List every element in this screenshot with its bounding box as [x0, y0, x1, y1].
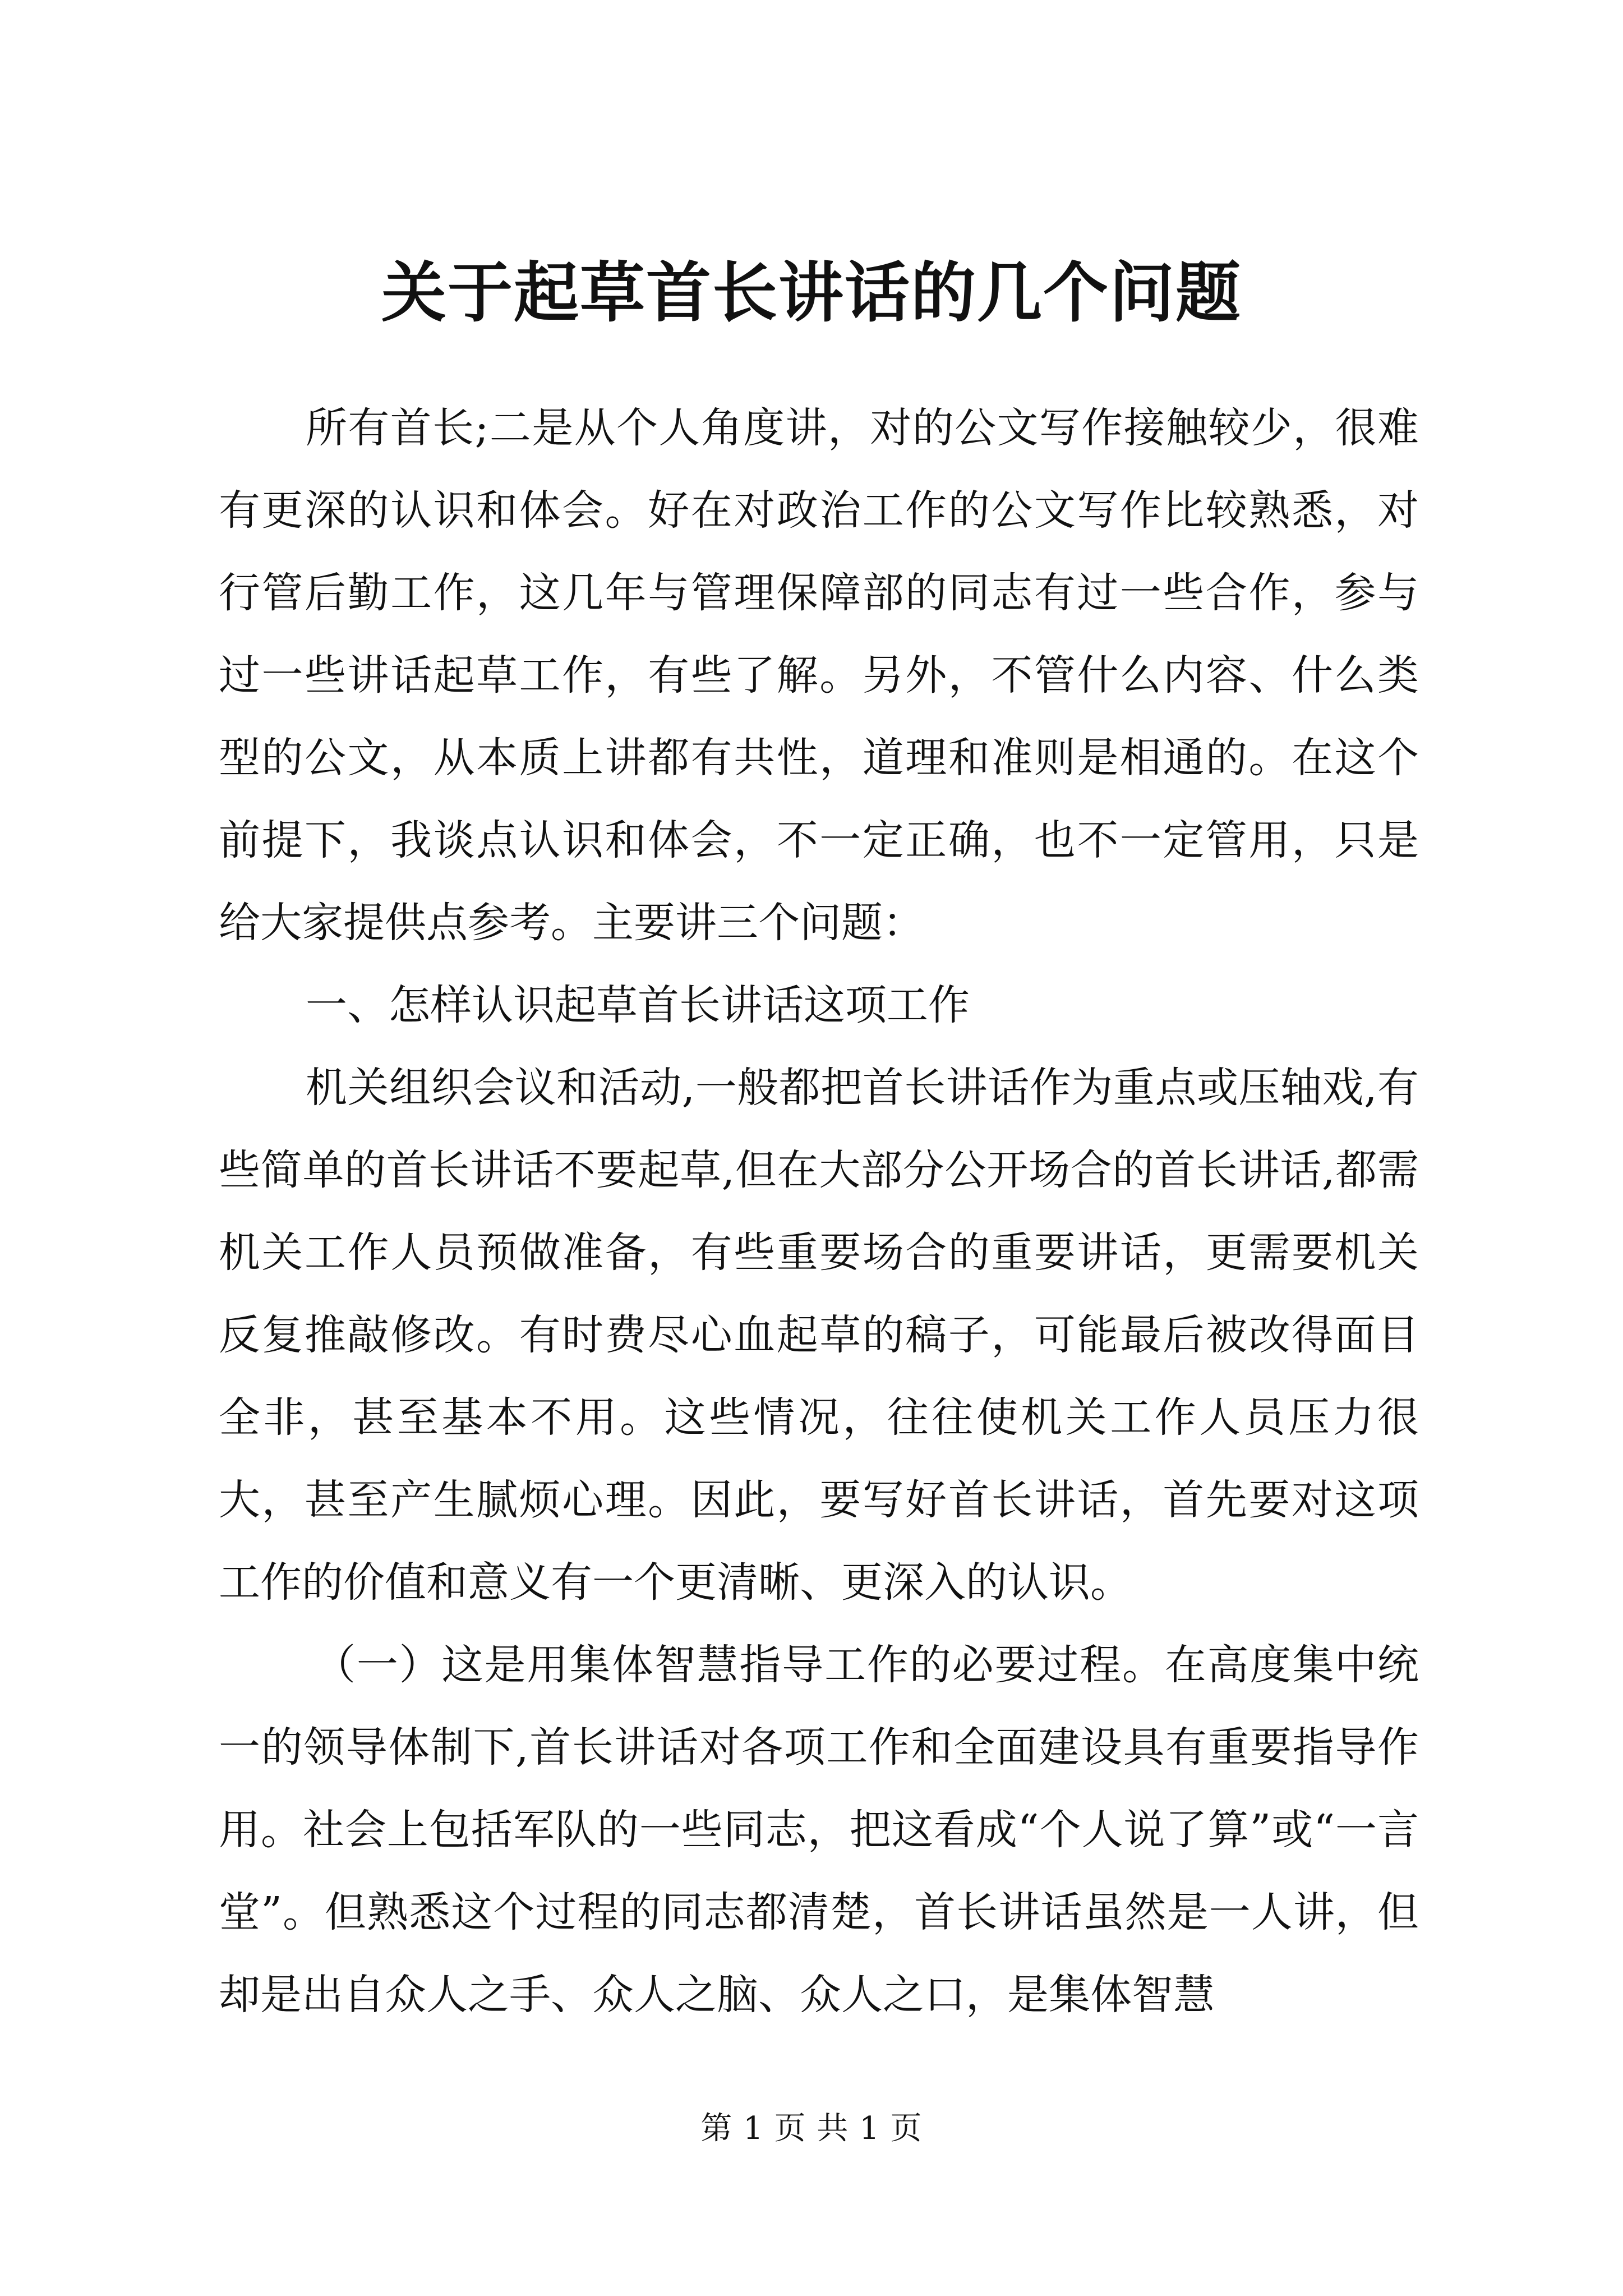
body-paragraph: 所有首长;二是从个人角度讲，对的公文写作接触较少，很难有更深的认识和体会。好在对政治工作的公文写作比较熟悉，对行管后勤工作，这几年与管理保障部的同志有过一些合作，参与过一些讲话起草工作，有些了解。另外，不管什么内容、什么类型的公文，从本质上讲都有共性，道理和准则是相通的。在这个前提下，我谈点认识和体会，不一定正确，也不一定管用，只是给大家提供点参考。主要讲三个问题： — [219, 404, 1419, 947]
page-footer: 第 1 页 共 1 页 — [700, 2110, 923, 2147]
document-title: 关于起草首长讲话的几个问题 — [381, 255, 1242, 331]
body-paragraph: 机关组织会议和活动,一般都把首长讲话作为重点或压轴戏,有些简单的首长讲话不要起草,但在大部分公开场合的首长讲话,都需机关工作人员预做准备，有些重要场合的重要讲话，更需要机关反复推敲修改。有时费尽心血起草的稿子，可能最后被改得面目全非，甚至基本不用。这些情况，往往使机关工作人员压力很大，甚至产生腻烦心理。因此，要写好首长讲话，首先要对这项工作的价值和意义有一个更清晰、更深入的认识。 — [219, 1064, 1419, 1607]
subsection-paragraph: （一）这是用集体智慧指导工作的必要过程。在高度集中统一的领导体制下,首长讲话对各项工作和全面建设具有重要指导作用。社会上包括军队的一些同志，把这看成“个人说了算”或“一言堂”。但熟悉这个过程的同志都清楚，首长讲话虽然是一人讲，但却是出自众人之手、众人之脑、众人之口，是集体智慧 — [219, 1641, 1419, 2019]
document-body — [219, 387, 1419, 2036]
section-heading: 一、怎样认识起草首长讲话这项工作 — [306, 981, 970, 1029]
